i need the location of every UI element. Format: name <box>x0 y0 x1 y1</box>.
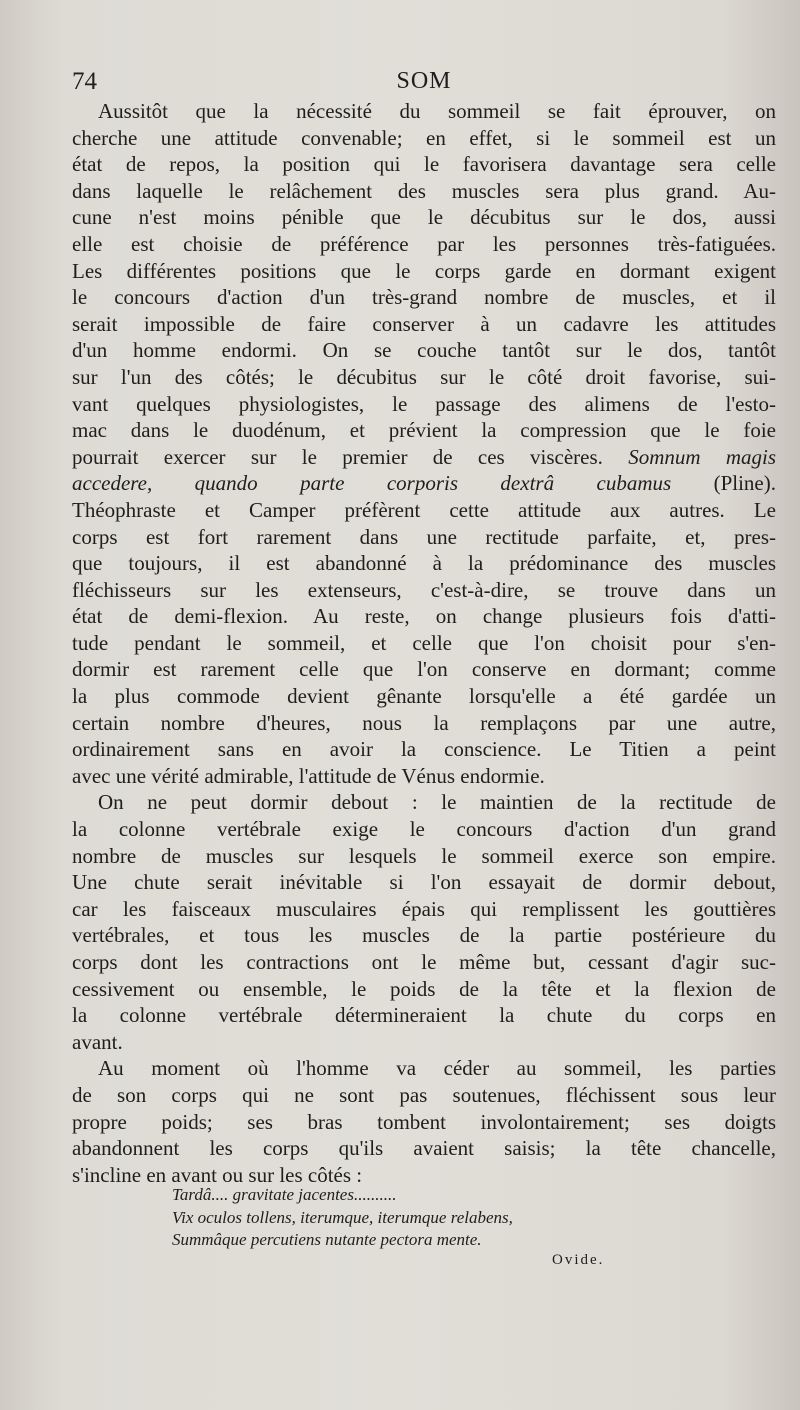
verse-line: Tardâ.... gravitate jacentes.......... <box>172 1185 397 1204</box>
text-line: tude pendant le sommeil, et celle que l'on choisit pour s'en- <box>72 630 776 655</box>
text-line: car les faisceaux musculaires épais qui remplissent les gouttières <box>72 896 776 921</box>
text-line-mixed <box>72 470 776 497</box>
text-line: que toujours, il est abandonné à la prédominance des muscles <box>72 551 776 576</box>
verse-quotation <box>172 1184 692 1252</box>
text-line: cherche une attitude convenable; en effet, si le sommeil est un <box>72 125 776 150</box>
text-line: avant. <box>72 1029 123 1054</box>
text-line: sur l'un des côtés; le décubitus sur le côté droit favorise, sui- <box>72 364 776 389</box>
text-line: certain nombre d'heures, nous la remplaçons par une autre, <box>72 710 776 735</box>
text-line: la colonne vertébrale détermineraient la chute du corps en <box>72 1003 776 1028</box>
text-line: elle est choisie de préférence par les personnes très-fatiguées. <box>72 231 776 256</box>
text-line: dormir est rarement celle que l'on conserve en dormant; comme <box>72 657 776 682</box>
text-line: On ne peut dormir debout : le maintien de la rectitude de <box>98 790 776 815</box>
text-line: avec une vérité admirable, l'attitude de Vénus endormie. <box>72 763 545 788</box>
text-line: propre poids; ses bras tombent involontairement; ses doigts <box>72 1109 776 1134</box>
text-line: Au moment où l'homme va céder au sommeil, les parties <box>98 1056 776 1081</box>
text-line: vant quelques physiologistes, le passage des alimens de l'esto- <box>72 391 776 416</box>
text-line: corps est fort rarement dans une rectitude parfaite, et, pres- <box>72 524 776 549</box>
paragraph-3 <box>72 1055 776 1188</box>
text-line: cune n'est moins pénible que le décubitus sur le dos, aussi <box>72 205 776 230</box>
text-line: de son corps qui ne sont pas soutenues, fléchissent sous leur <box>72 1082 776 1107</box>
text-line: vertébrales, et tous les muscles de la partie postérieure du <box>72 923 776 948</box>
text-line: corps dont les contractions ont le même but, cessant d'agir suc- <box>72 950 776 974</box>
latin-quote: accedere, quando parte corporis dextrâ cubamus <box>72 471 672 496</box>
running-head: SOM <box>396 68 452 94</box>
text-line: nombre de muscles sur lesquels le sommeil exerce son empire. <box>72 843 776 868</box>
text-line: Aussitôt que la nécessité du sommeil se fait éprouver, on <box>98 99 776 123</box>
text-line: Théophraste et Camper préfèrent cette attitude aux autres. Le <box>72 497 776 522</box>
verse-line: Vix oculos tollens, iterumque, iterumque relabens, <box>172 1207 513 1227</box>
text-line: mac dans le duodénum, et prévient la compression que le foie <box>72 418 776 443</box>
text-line: état de repos, la position qui le favorisera davantage sera celle <box>72 152 776 177</box>
paragraph-1 <box>72 98 776 789</box>
text-line: d'un homme endormi. On se couche tantôt sur le dos, tantôt <box>72 338 776 363</box>
text-line: état de demi-flexion. Au reste, on change plusieurs fois d'atti- <box>72 604 776 629</box>
citation: (Pline). <box>713 471 776 496</box>
body-text <box>72 98 776 1188</box>
text-line: Une chute serait inévitable si l'on essayait de dormir debout, <box>72 870 776 895</box>
text-line: serait impossible de faire conserver à un cadavre les attitudes <box>72 311 776 336</box>
text-line-mixed <box>72 444 776 471</box>
paragraph-2 <box>72 789 776 1055</box>
latin-quote: Somnum magis <box>628 444 776 469</box>
text-line: ordinairement sans en avoir la conscience. Le Titien a peint <box>72 737 776 762</box>
text-line: le concours d'action d'un très-grand nombre de muscles, et il <box>72 285 776 310</box>
text-line: la colonne vertébrale exige le concours d'action d'un grand <box>72 817 776 842</box>
text-segment: pourrait exercer sur le premier de ces viscères. <box>72 444 603 469</box>
text-line: abandonnent les corps qu'ils avaient saisis; la tête chancelle, <box>72 1136 776 1161</box>
text-line: dans laquelle le relâchement des muscles sera plus grand. Au- <box>72 178 776 203</box>
quotation-attribution: Ovide. <box>552 1252 605 1268</box>
page-header <box>72 64 776 100</box>
text-line: la plus commode devient gênante lorsqu'elle a été gardée un <box>72 684 776 709</box>
text-line: cessivement ou ensemble, le poids de la tête et la flexion de <box>72 976 776 1001</box>
text-line: fléchisseurs sur les extenseurs, c'est-à-dire, se trouve dans un <box>72 577 776 602</box>
text-line: s'incline en avant ou sur les côtés : <box>72 1162 363 1187</box>
page-number: 74 <box>72 68 97 95</box>
verse-line: Summâque percutiens nutante pectora mente. <box>172 1230 482 1249</box>
text-line: Les différentes positions que le corps garde en dormant exigent <box>72 258 776 283</box>
